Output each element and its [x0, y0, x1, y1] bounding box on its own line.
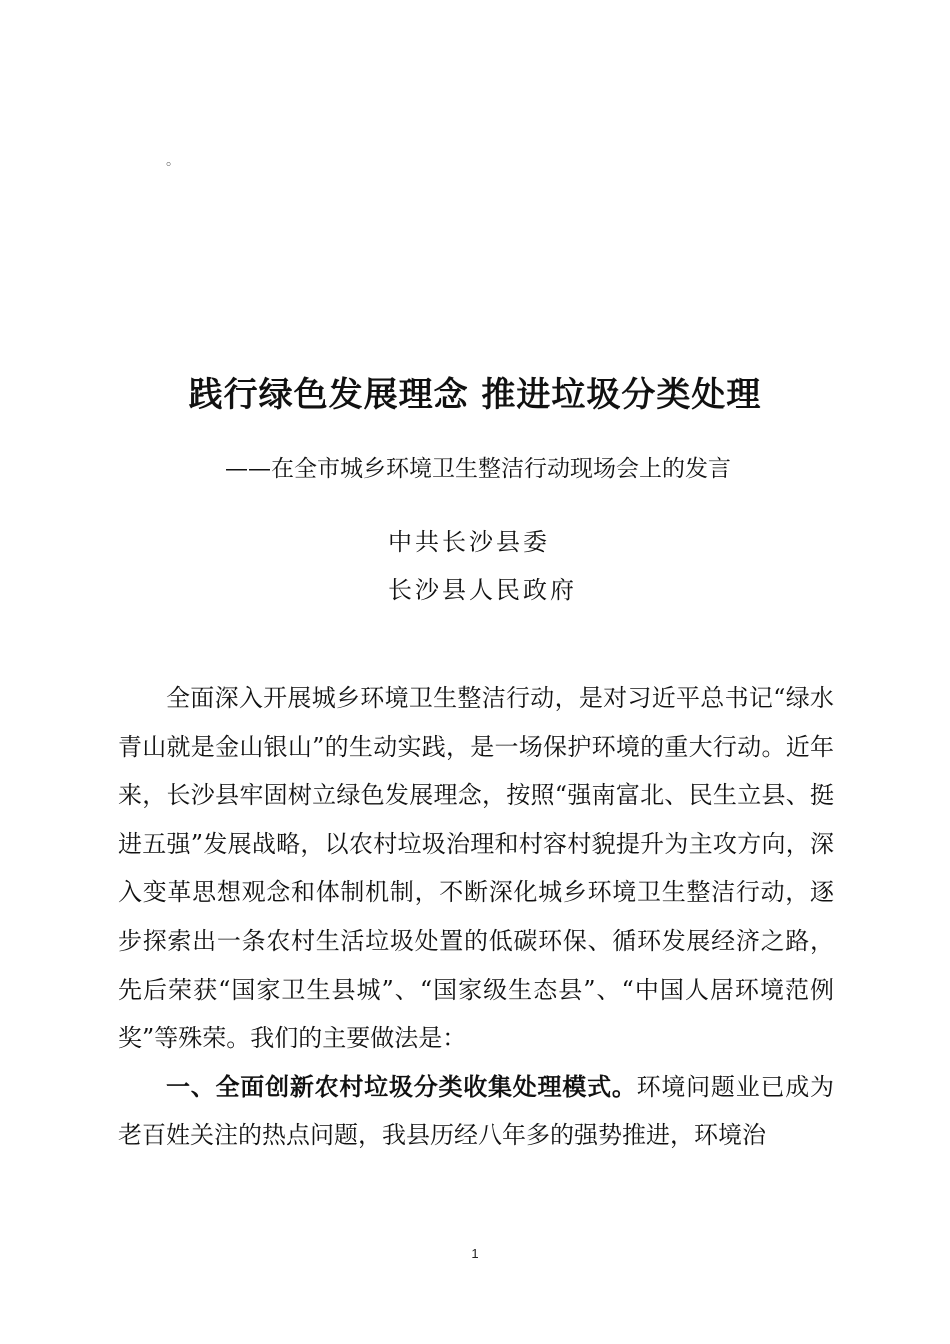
- page-number: 1: [471, 1246, 479, 1261]
- paragraph-text: 环境问题业已成为老百姓关注的热点问题，我县历经八年多的强势推进，环境治: [118, 1072, 835, 1150]
- section-heading: 一、全面创新农村垃圾分类收集处理模式。: [166, 1072, 637, 1101]
- document-subtitle: ——在全市城乡环境卫生整洁行动现场会上的发言: [225, 456, 731, 482]
- body-paragraph-section-one: [118, 1063, 834, 1160]
- body-paragraph-intro: [118, 674, 834, 1063]
- author-party-committee: 中共长沙县委: [388, 528, 550, 556]
- document-title: 践行绿色发展理念 推进垃圾分类处理: [188, 375, 762, 415]
- author-county-government: 长沙县人民政府: [388, 576, 577, 604]
- paragraph-text: 全面深入开展城乡环境卫生整洁行动，是对习近平总书记“绿水青山就是金山银山”的生动实践，是一场保护环境的重大行动。近年来，长沙县牢固树立绿色发展理念，按照“强南富北、民生立县、挺进五强”发展战略，以农村垃圾治理和村容村貌提升为主攻方向，深入变革思想观念和体制机制，不断深化城乡环境卫生整洁行动，逐步探索出一条农村生活垃圾处置的低碳环保、循环发展经济之路，先后荣获“国家卫生县城”、“国家级生态县”、“中国人居环境范例奖”等殊荣。我们的主要做法是：: [118, 684, 834, 1053]
- top-mark: 。: [166, 153, 180, 169]
- body-text: [118, 674, 834, 1160]
